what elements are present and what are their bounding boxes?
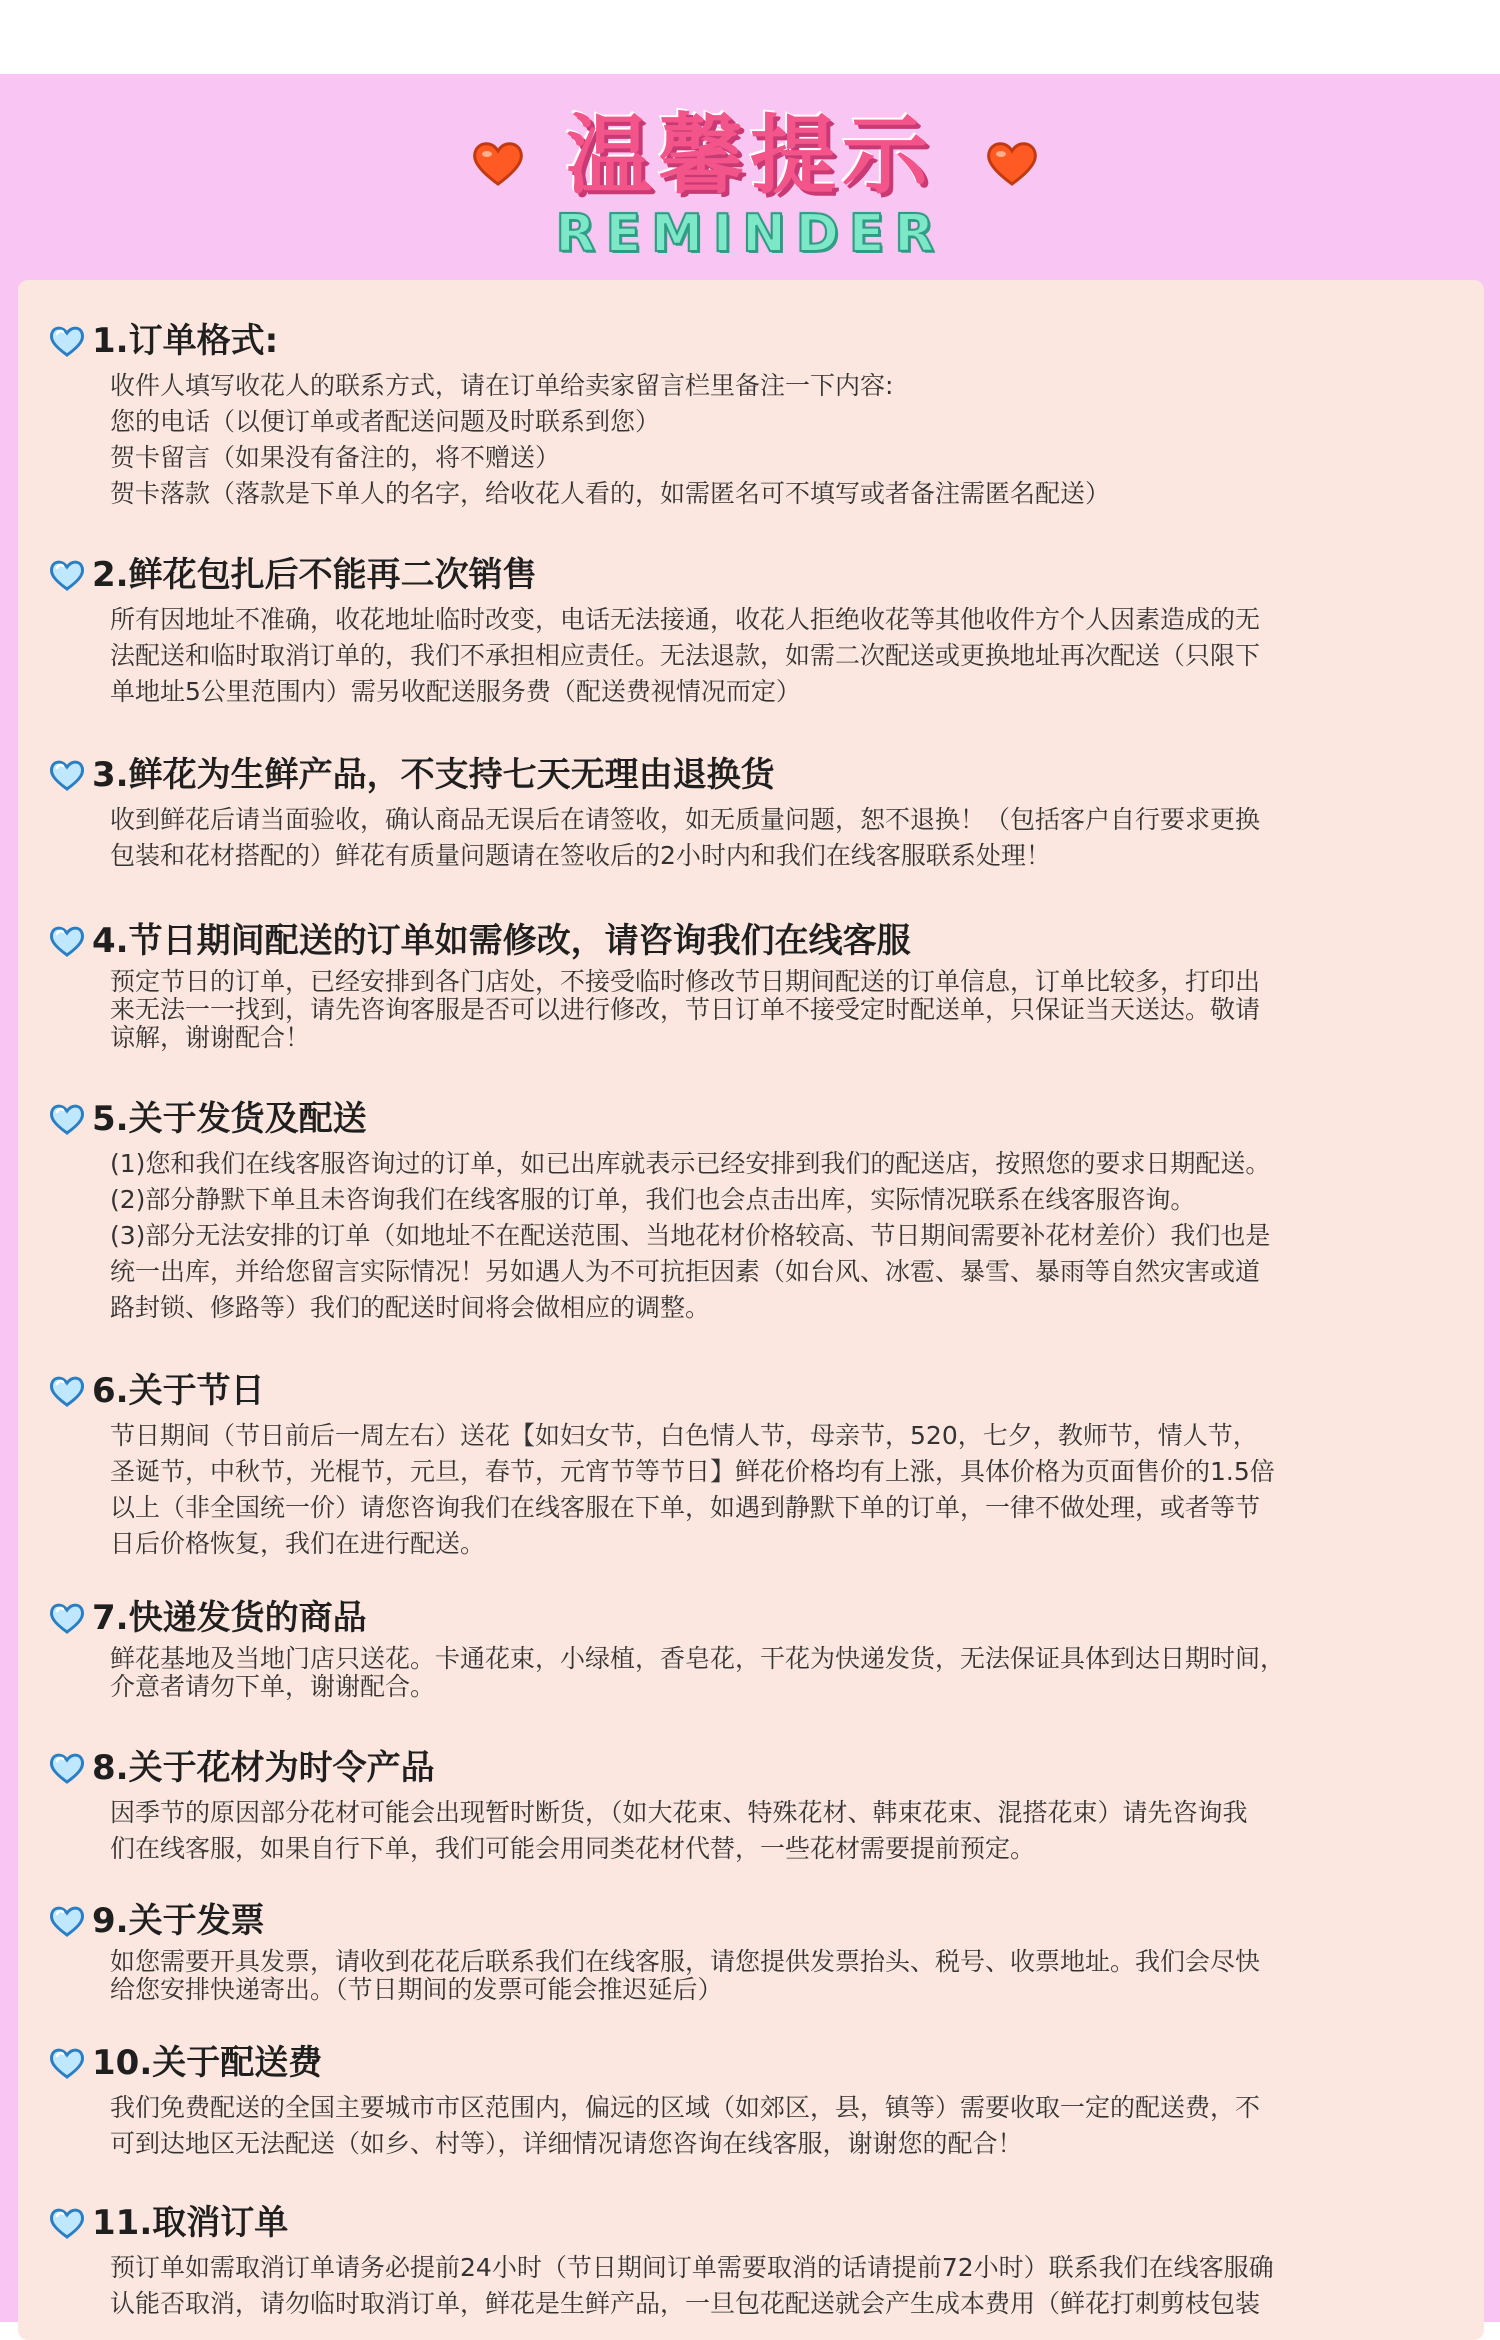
notice-section [48, 1595, 1428, 1701]
section-text-line: 圣诞节，中秋节，光棍节，元旦，春节，元宵节等节日】鲜花价格均有上涨，具体价格为页面售价的1.5倍 [110, 1457, 1275, 1486]
blue-heart-icon [48, 1751, 86, 1785]
section-body [110, 968, 1428, 1052]
blue-heart-icon [48, 2046, 86, 2080]
section-text-line: 日后价格恢复，我们在进行配送。 [110, 1529, 486, 1558]
section-text-line: 路封锁、修路等）我们的配送时间将会做相应的调整。 [110, 1293, 711, 1322]
blue-heart-icon [48, 2206, 86, 2240]
section-text-line: 以上（非全国统一价）请您咨询我们在线客服在下单，如遇到静默下单的订单，一律不做处理，或者等节 [110, 1493, 1261, 1522]
section-body [110, 1146, 1428, 1326]
section-text-line: 我们免费配送的全国主要城市市区范围内，偏远的区域（如郊区，县，镇等）需要收取一定的配送费，不 [110, 2093, 1261, 2122]
section-heading [48, 552, 1428, 598]
section-heading [48, 2040, 1428, 2086]
section-text-line: 因季节的原因部分花材可能会出现暂时断货，（如大花束、特殊花材、韩束花束、混搭花束）请先咨询我 [110, 1798, 1248, 1827]
section-text-line: 贺卡留言（如果没有备注的，将不赠送） [110, 443, 561, 472]
section-text-line: 给您安排快递寄出。（节日期间的发票可能会推迟延后） [110, 1975, 723, 2004]
section-text-line: 谅解，谢谢配合！ [110, 1023, 311, 1052]
notice-section [48, 1368, 1428, 1562]
section-text-line: 您的电话（以便订单或者配送问题及时联系到您） [110, 407, 661, 436]
blue-heart-icon [48, 1904, 86, 1938]
notice-section [48, 752, 1428, 874]
section-text-line: 节日期间（节日前后一周左右）送花【如妇女节，白色情人节，母亲节，520，七夕，教师节，情人节， [110, 1421, 1258, 1450]
notice-section [48, 2200, 1428, 2322]
section-text-line: 包装和花材搭配的）鲜花有质量问题请在签收后的2小时内和我们在线客服联系处理！ [110, 841, 1051, 870]
section-title: 3.鲜花为生鲜产品，不支持七天无理由退换货 [92, 755, 775, 795]
section-title: 10.关于配送费 [92, 2043, 323, 2083]
section-text-line: 法配送和临时取消订单的，我们不承担相应责任。无法退款，如需二次配送或更换地址再次配送（只限下 [110, 641, 1261, 670]
section-body [110, 802, 1428, 874]
section-body [110, 1418, 1428, 1562]
section-text-line: 统一出库，并给您留言实际情况！另如遇人为不可抗拒因素（如台风、冰雹、暴雪、暴雨等自然灾害或道 [110, 1257, 1261, 1286]
section-text-line: 收件人填写收花人的联系方式，请在订单给卖家留言栏里备注一下内容: [110, 371, 894, 400]
section-title: 8.关于花材为时令产品 [92, 1748, 435, 1788]
section-body [110, 2090, 1428, 2162]
blue-heart-icon [48, 558, 86, 592]
page-title: 温馨提示 [566, 106, 934, 206]
section-text-line: 来无法一一找到，请先咨询客服是否可以进行修改，节日订单不接受定时配送单，只保证当天送达。敬请 [110, 995, 1261, 1024]
section-text-line: 如您需要开具发票，请收到花花后联系我们在线客服，请您提供发票抬头、税号、收票地址。我们会尽快 [110, 1947, 1261, 1976]
blue-heart-icon [48, 1102, 86, 1136]
section-text-line: 收到鲜花后请当面验收，确认商品无误后在请签收，如无质量问题，恕不退换！（包括客户自行要求更换 [110, 805, 1261, 834]
notice-section [48, 552, 1428, 710]
notice-section [48, 2040, 1428, 2162]
page-subtitle: REMINDER [555, 204, 945, 264]
section-text-line: 单地址5公里范围内）需另收配送服务费（配送费视情况而定） [110, 677, 801, 706]
section-heading [48, 2200, 1428, 2246]
section-title: 9.关于发票 [92, 1901, 265, 1941]
section-title: 5.关于发货及配送 [92, 1099, 367, 1139]
notice-section [48, 918, 1428, 1052]
section-text-line: 认能否取消，请勿临时取消订单，鲜花是生鲜产品，一旦包花配送就会产生成本费用（鲜花打刺剪枝包装 [110, 2289, 1261, 2318]
section-title: 7.快递发货的商品 [92, 1598, 367, 1638]
header [0, 74, 1500, 280]
section-text-line: 可到达地区无法配送（如乡、村等），详细情况请您咨询在线客服，谢谢您的配合！ [110, 2129, 1023, 2158]
section-body [110, 602, 1428, 710]
section-heading [48, 1096, 1428, 1142]
section-heading [48, 918, 1428, 964]
section-heading [48, 752, 1428, 798]
heart-icon [982, 132, 1042, 192]
section-body [110, 1645, 1428, 1701]
notice-section [48, 1745, 1428, 1867]
section-heading [48, 318, 1428, 364]
section-text-line: (1)您和我们在线客服咨询过的订单，如已出库就表示已经安排到我们的配送店，按照您的要求日期配送。 [110, 1149, 1271, 1178]
section-text-line: 所有因地址不准确，收花地址临时改变，电话无法接通，收花人拒绝收花等其他收件方个人因素造成的无 [110, 605, 1261, 634]
section-text-line: 鲜花基地及当地门店只送花。卡通花束，小绿植，香皂花，干花为快递发货，无法保证具体到达日期时间， [110, 1644, 1286, 1673]
blue-heart-icon [48, 324, 86, 358]
section-title: 11.取消订单 [92, 2203, 289, 2243]
section-heading [48, 1898, 1428, 1944]
section-text-line: 预定节日的订单，已经安排到各门店处，不接受临时修改节日期间配送的订单信息，订单比较多，打印出 [110, 967, 1261, 996]
section-heading [48, 1745, 1428, 1791]
section-text-line: 贺卡落款（落款是下单人的名字，给收花人看的，如需匿名可不填写或者备注需匿名配送） [110, 479, 1111, 508]
section-title: 2.鲜花包扎后不能再二次销售 [92, 555, 537, 595]
section-title: 4.节日期间配送的订单如需修改，请咨询我们在线客服 [92, 921, 911, 961]
section-text-line: 介意者请勿下单，谢谢配合。 [110, 1672, 436, 1701]
section-text-line: (3)部分无法安排的订单（如地址不在配送范围、当地花材价格较高、节日期间需要补花材差价）我们也是 [110, 1221, 1271, 1250]
section-text-line: 预订单如需取消订单请务必提前24小时（节日期间订单需要取消的话请提前72小时）联系我们在线客服确 [110, 2253, 1274, 2282]
notice-section [48, 1898, 1428, 2004]
section-title: 1.订单格式: [92, 321, 279, 361]
section-body [110, 368, 1428, 512]
blue-heart-icon [48, 758, 86, 792]
section-body [110, 1795, 1428, 1867]
section-body [110, 2250, 1428, 2322]
notice-section [48, 1096, 1428, 1326]
section-heading [48, 1368, 1428, 1414]
blue-heart-icon [48, 1374, 86, 1408]
blue-heart-icon [48, 924, 86, 958]
section-text-line: (2)部分静默下单且未咨询我们在线客服的订单，我们也会点击出库，实际情况联系在线客服咨询。 [110, 1185, 1196, 1214]
section-body [110, 1948, 1428, 2004]
section-heading [48, 1595, 1428, 1641]
notice-section [48, 318, 1428, 512]
blue-heart-icon [48, 1601, 86, 1635]
section-text-line: 们在线客服，如果自行下单，我们可能会用同类花材代替，一些花材需要提前预定。 [110, 1834, 1036, 1863]
section-title: 6.关于节日 [92, 1371, 265, 1411]
